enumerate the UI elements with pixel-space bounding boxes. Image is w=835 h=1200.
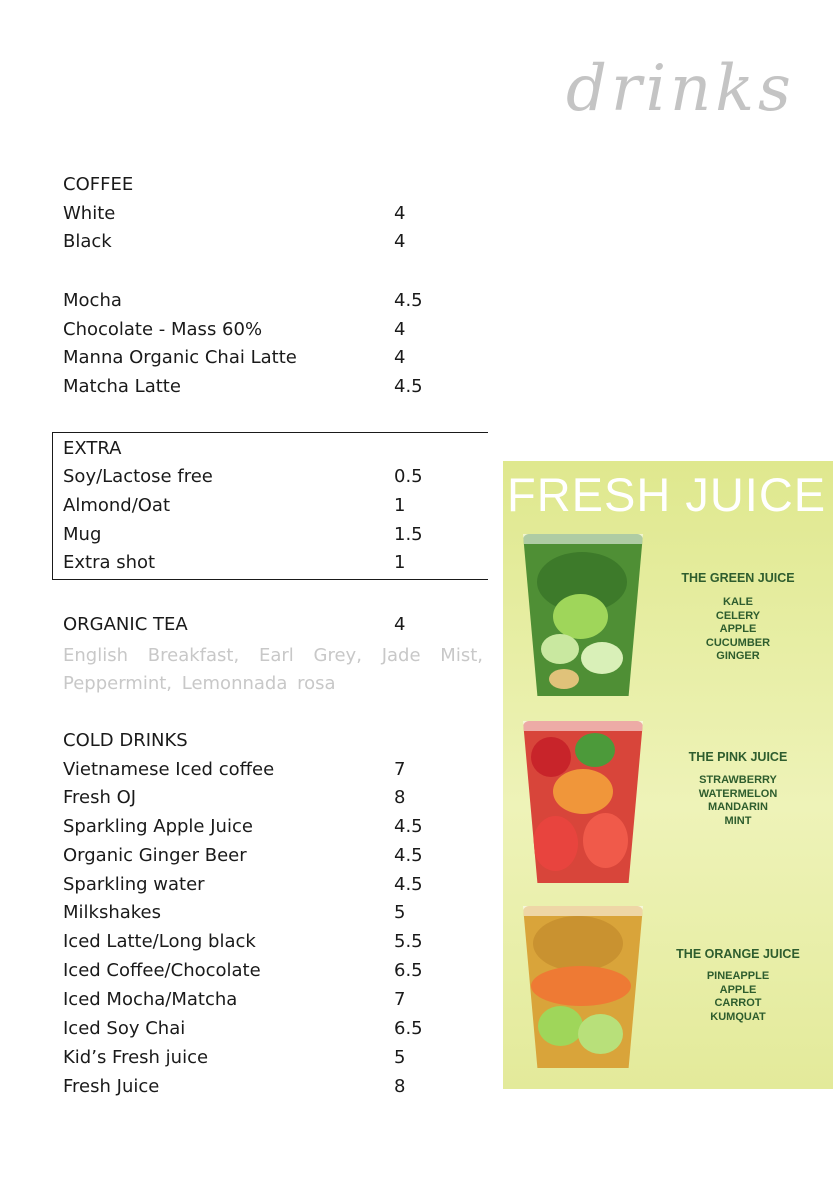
item-name: Chocolate - Mass 60%: [63, 319, 263, 340]
item-name: Extra shot: [63, 552, 156, 573]
menu-item: [63, 465, 443, 489]
orange-juice-cup: [523, 906, 643, 1068]
extra-heading: EXTRA: [63, 438, 122, 459]
juice-name: THE GREEN JUICE: [681, 571, 795, 585]
juice-name: THE ORANGE JUICE: [676, 947, 800, 961]
organic-tea-heading: ORGANIC TEA: [63, 614, 188, 635]
item-price: 4.5: [394, 376, 423, 397]
menu-item: [63, 901, 443, 925]
menu-item: [63, 230, 443, 254]
poster-title: FRESH JUICE: [507, 468, 827, 521]
menu-item: [63, 551, 443, 575]
coffee-heading: COFFEE: [63, 174, 134, 195]
green-juice-cup: [523, 534, 643, 696]
juice-ingredients: [663, 596, 813, 664]
ingredient: CARROT: [714, 997, 762, 1009]
ingredient: GINGER: [716, 650, 760, 662]
ingredient: WATERMELON: [698, 787, 778, 800]
ingredient: STRAWBERRY: [699, 774, 777, 786]
ingredient: CELERY: [715, 609, 761, 622]
item-name: Iced Latte/Long black: [63, 931, 256, 952]
item-price: 5: [394, 1047, 406, 1068]
item-price: 5.5: [394, 931, 423, 952]
ingredient: APPLE: [719, 623, 757, 635]
item-price: 1: [394, 495, 406, 516]
menu-item: [63, 1046, 443, 1070]
ingredient: KALE: [723, 596, 753, 608]
item-name: Fresh Juice: [63, 1076, 160, 1097]
ingredient: APPLE: [719, 983, 757, 996]
page-title: drinks: [566, 52, 795, 126]
juice-ingredients: [663, 970, 813, 1024]
item-name: Organic Ginger Beer: [63, 845, 247, 866]
item-price: 4.5: [394, 874, 423, 895]
menu-item: [63, 289, 443, 313]
item-price: 4.5: [394, 290, 423, 311]
item-name: Sparkling water: [63, 874, 205, 895]
menu-item: [63, 873, 443, 897]
item-price: 7: [394, 759, 406, 780]
item-name: Kid’s Fresh juice: [63, 1047, 209, 1068]
item-price: 4.5: [394, 816, 423, 837]
pink-juice-cup: [523, 721, 643, 883]
juice-name: THE PINK JUICE: [688, 750, 788, 764]
item-name: Milkshakes: [63, 902, 162, 923]
organic-tea-row: [63, 613, 443, 637]
item-name: Manna Organic Chai Latte: [63, 347, 297, 368]
item-price: 4: [394, 347, 406, 368]
menu-item: [63, 346, 443, 370]
item-name: Soy/Lactose free: [63, 466, 213, 487]
menu-item: [63, 523, 443, 547]
item-name: Black: [63, 231, 112, 252]
item-name: Almond/Oat: [63, 495, 171, 516]
item-name: Vietnamese Iced coffee: [63, 759, 275, 780]
fresh-juice-poster: [503, 461, 833, 1089]
ingredient: MINT: [724, 814, 752, 827]
menu-item: [63, 1075, 443, 1099]
item-price: 1: [394, 552, 406, 573]
ingredient: MANDARIN: [708, 801, 768, 813]
menu-item: [63, 202, 443, 226]
item-name: Iced Mocha/Matcha: [63, 989, 238, 1010]
item-price: 6.5: [394, 960, 423, 981]
menu-item: [63, 988, 443, 1012]
item-price: 8: [394, 1076, 406, 1097]
item-price: 6.5: [394, 1018, 423, 1039]
ingredient: KUMQUAT: [710, 1010, 766, 1023]
item-price: 4: [394, 203, 406, 224]
menu-item: [63, 930, 443, 954]
item-name: Mug: [63, 524, 102, 545]
item-price: 1.5: [394, 524, 423, 545]
item-price: 4.5: [394, 845, 423, 866]
menu-item: [63, 959, 443, 983]
menu-item: [63, 815, 443, 839]
item-name: White: [63, 203, 116, 224]
ingredient: PINEAPPLE: [706, 970, 770, 982]
cold-drinks-heading: COLD DRINKS: [63, 730, 188, 751]
tea-varieties: English Breakfast, Earl Grey, Jade Mist, Peppermint, Lemonnada rosa: [63, 645, 483, 694]
item-price: 0.5: [394, 466, 423, 487]
item-price: 5: [394, 902, 406, 923]
item-name: Matcha Latte: [63, 376, 181, 397]
item-price: 4: [394, 614, 406, 635]
item-price: 7: [394, 989, 406, 1010]
item-price: 4: [394, 319, 406, 340]
menu-item: [63, 844, 443, 868]
juice-ingredients: [663, 774, 813, 828]
menu-item: [63, 494, 443, 518]
item-name: Fresh OJ: [63, 787, 137, 808]
item-name: Sparkling Apple Juice: [63, 816, 253, 837]
menu-item: [63, 375, 443, 399]
item-name: Iced Coffee/Chocolate: [63, 960, 261, 981]
item-name: Iced Soy Chai: [63, 1018, 186, 1039]
menu-item: [63, 318, 443, 342]
item-price: 8: [394, 787, 406, 808]
ingredient: CUCUMBER: [705, 636, 771, 649]
menu-item: [63, 786, 443, 810]
menu-item: [63, 1017, 443, 1041]
menu-item: [63, 758, 443, 782]
item-name: Mocha: [63, 290, 122, 311]
item-price: 4: [394, 231, 406, 252]
